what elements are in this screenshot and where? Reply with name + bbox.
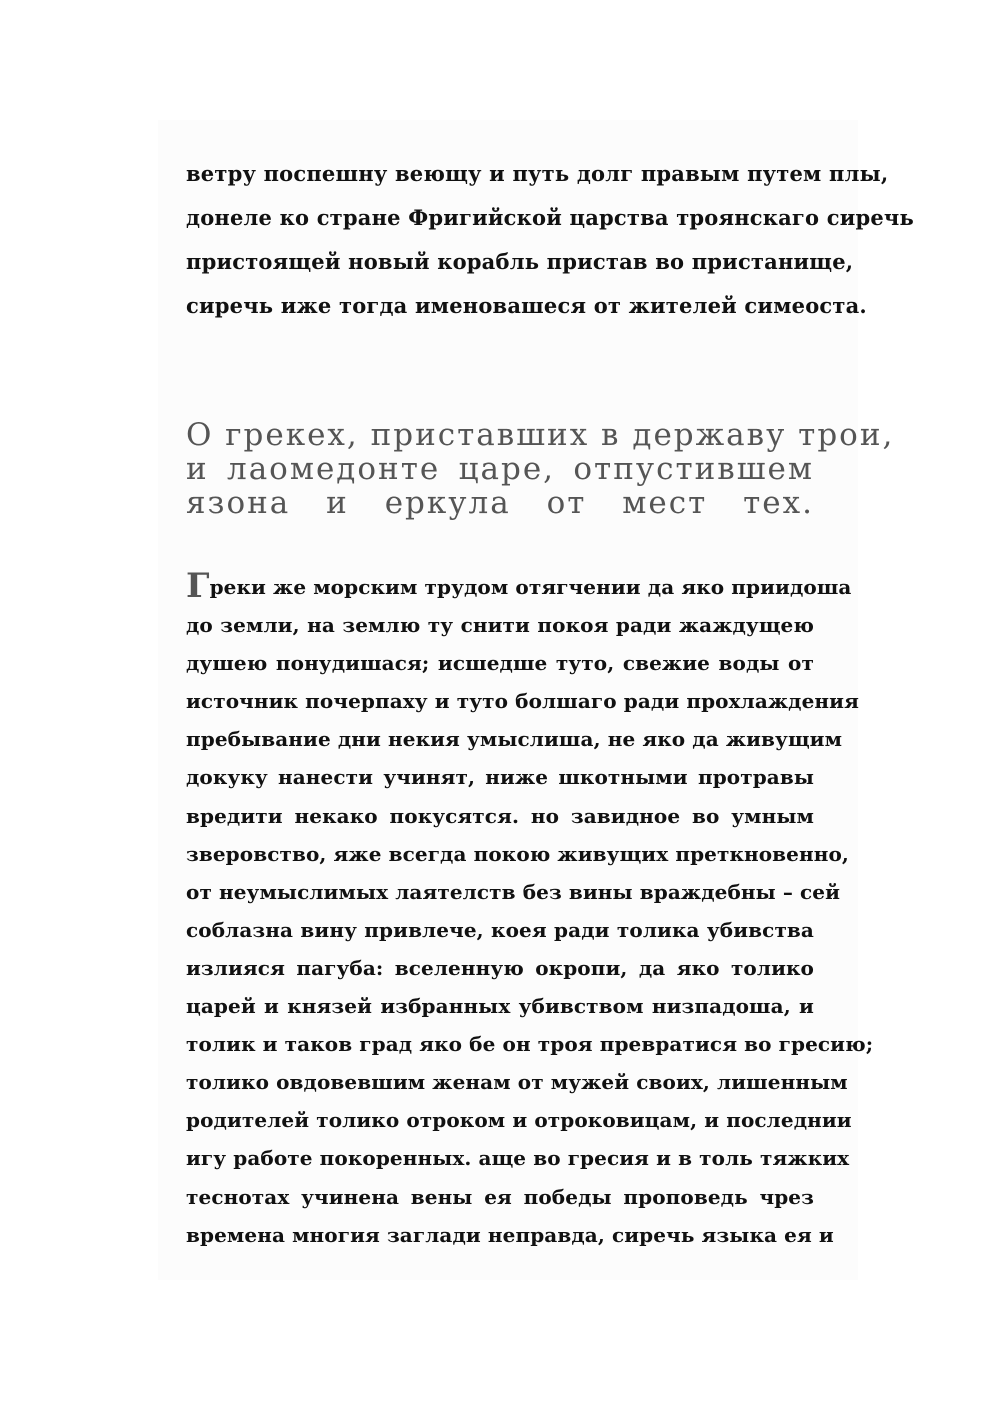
text-line: от неумыслимых лаятелств без вины враждебны – сей	[186, 879, 841, 904]
heading-line: и лаомедонте царе, отпустившем	[186, 451, 814, 487]
text-line: пристоящей новый корабль пристав во пристанище,	[186, 249, 854, 274]
first-line-text: реки же морским трудом отягчении да яко приидоша	[209, 575, 852, 599]
text-line: времена многия заглади неправда, сиречь языка ея и	[186, 1222, 834, 1247]
text-line: докуку нанести учинят, ниже шкотными протравы	[186, 765, 814, 790]
text-line-first	[186, 566, 852, 606]
heading-line: О грекех, приставших в державу трои,	[186, 417, 895, 453]
text-line: ветру поспешну веющу и путь долг правым путем плы,	[186, 161, 889, 186]
text-line: толико овдовевшим женам от мужей своих, лишенным	[186, 1070, 848, 1095]
chapter-heading	[186, 417, 895, 521]
text-line: игу работе покоренных. аще во гресия и в толь тяжких	[186, 1146, 850, 1171]
text-line: толик и таков град яко бе он троя превратися во гресию;	[186, 1032, 874, 1057]
text-line: зверовство, яже всегда покою живущих преткновенно,	[186, 841, 849, 866]
drop-cap: Г	[186, 566, 210, 606]
text-line: пребывание дни некия умыслиша, не яко да живущим	[186, 727, 843, 752]
paragraph-main	[186, 566, 874, 1254]
text-line: сиречь иже тогда именовашеся от жителей симеоста.	[186, 293, 867, 318]
text-line: донеле ко стране Фригийской царства троянскаго сиречь	[186, 205, 914, 230]
text-line: соблазна вину привлече, коея ради толика убивства	[186, 917, 814, 942]
heading-line: язона и еркула от мест тех.	[186, 485, 814, 521]
text-line: теснотах учинена вены ея победы проповедь чрез	[186, 1184, 814, 1209]
text-line: царей и князей избранных убивством низпадоша, и	[186, 994, 814, 1019]
paragraph-top	[186, 152, 914, 328]
text-line: излияся пагуба: вселенную окропи, да яко толико	[186, 955, 814, 980]
text-line: душею понудишася; исшедше туто, свежие воды от	[186, 651, 814, 676]
text-line: родителей толико отроком и отроковицам, и последнии	[186, 1108, 852, 1133]
text-line: вредити некако покусятся. но завидное во умным	[186, 803, 814, 828]
text-line: источник почерпаху и туто болшаго ради прохлаждения	[186, 689, 859, 714]
text-line: до земли, на землю ту снити покоя ради жаждущею	[186, 613, 814, 638]
